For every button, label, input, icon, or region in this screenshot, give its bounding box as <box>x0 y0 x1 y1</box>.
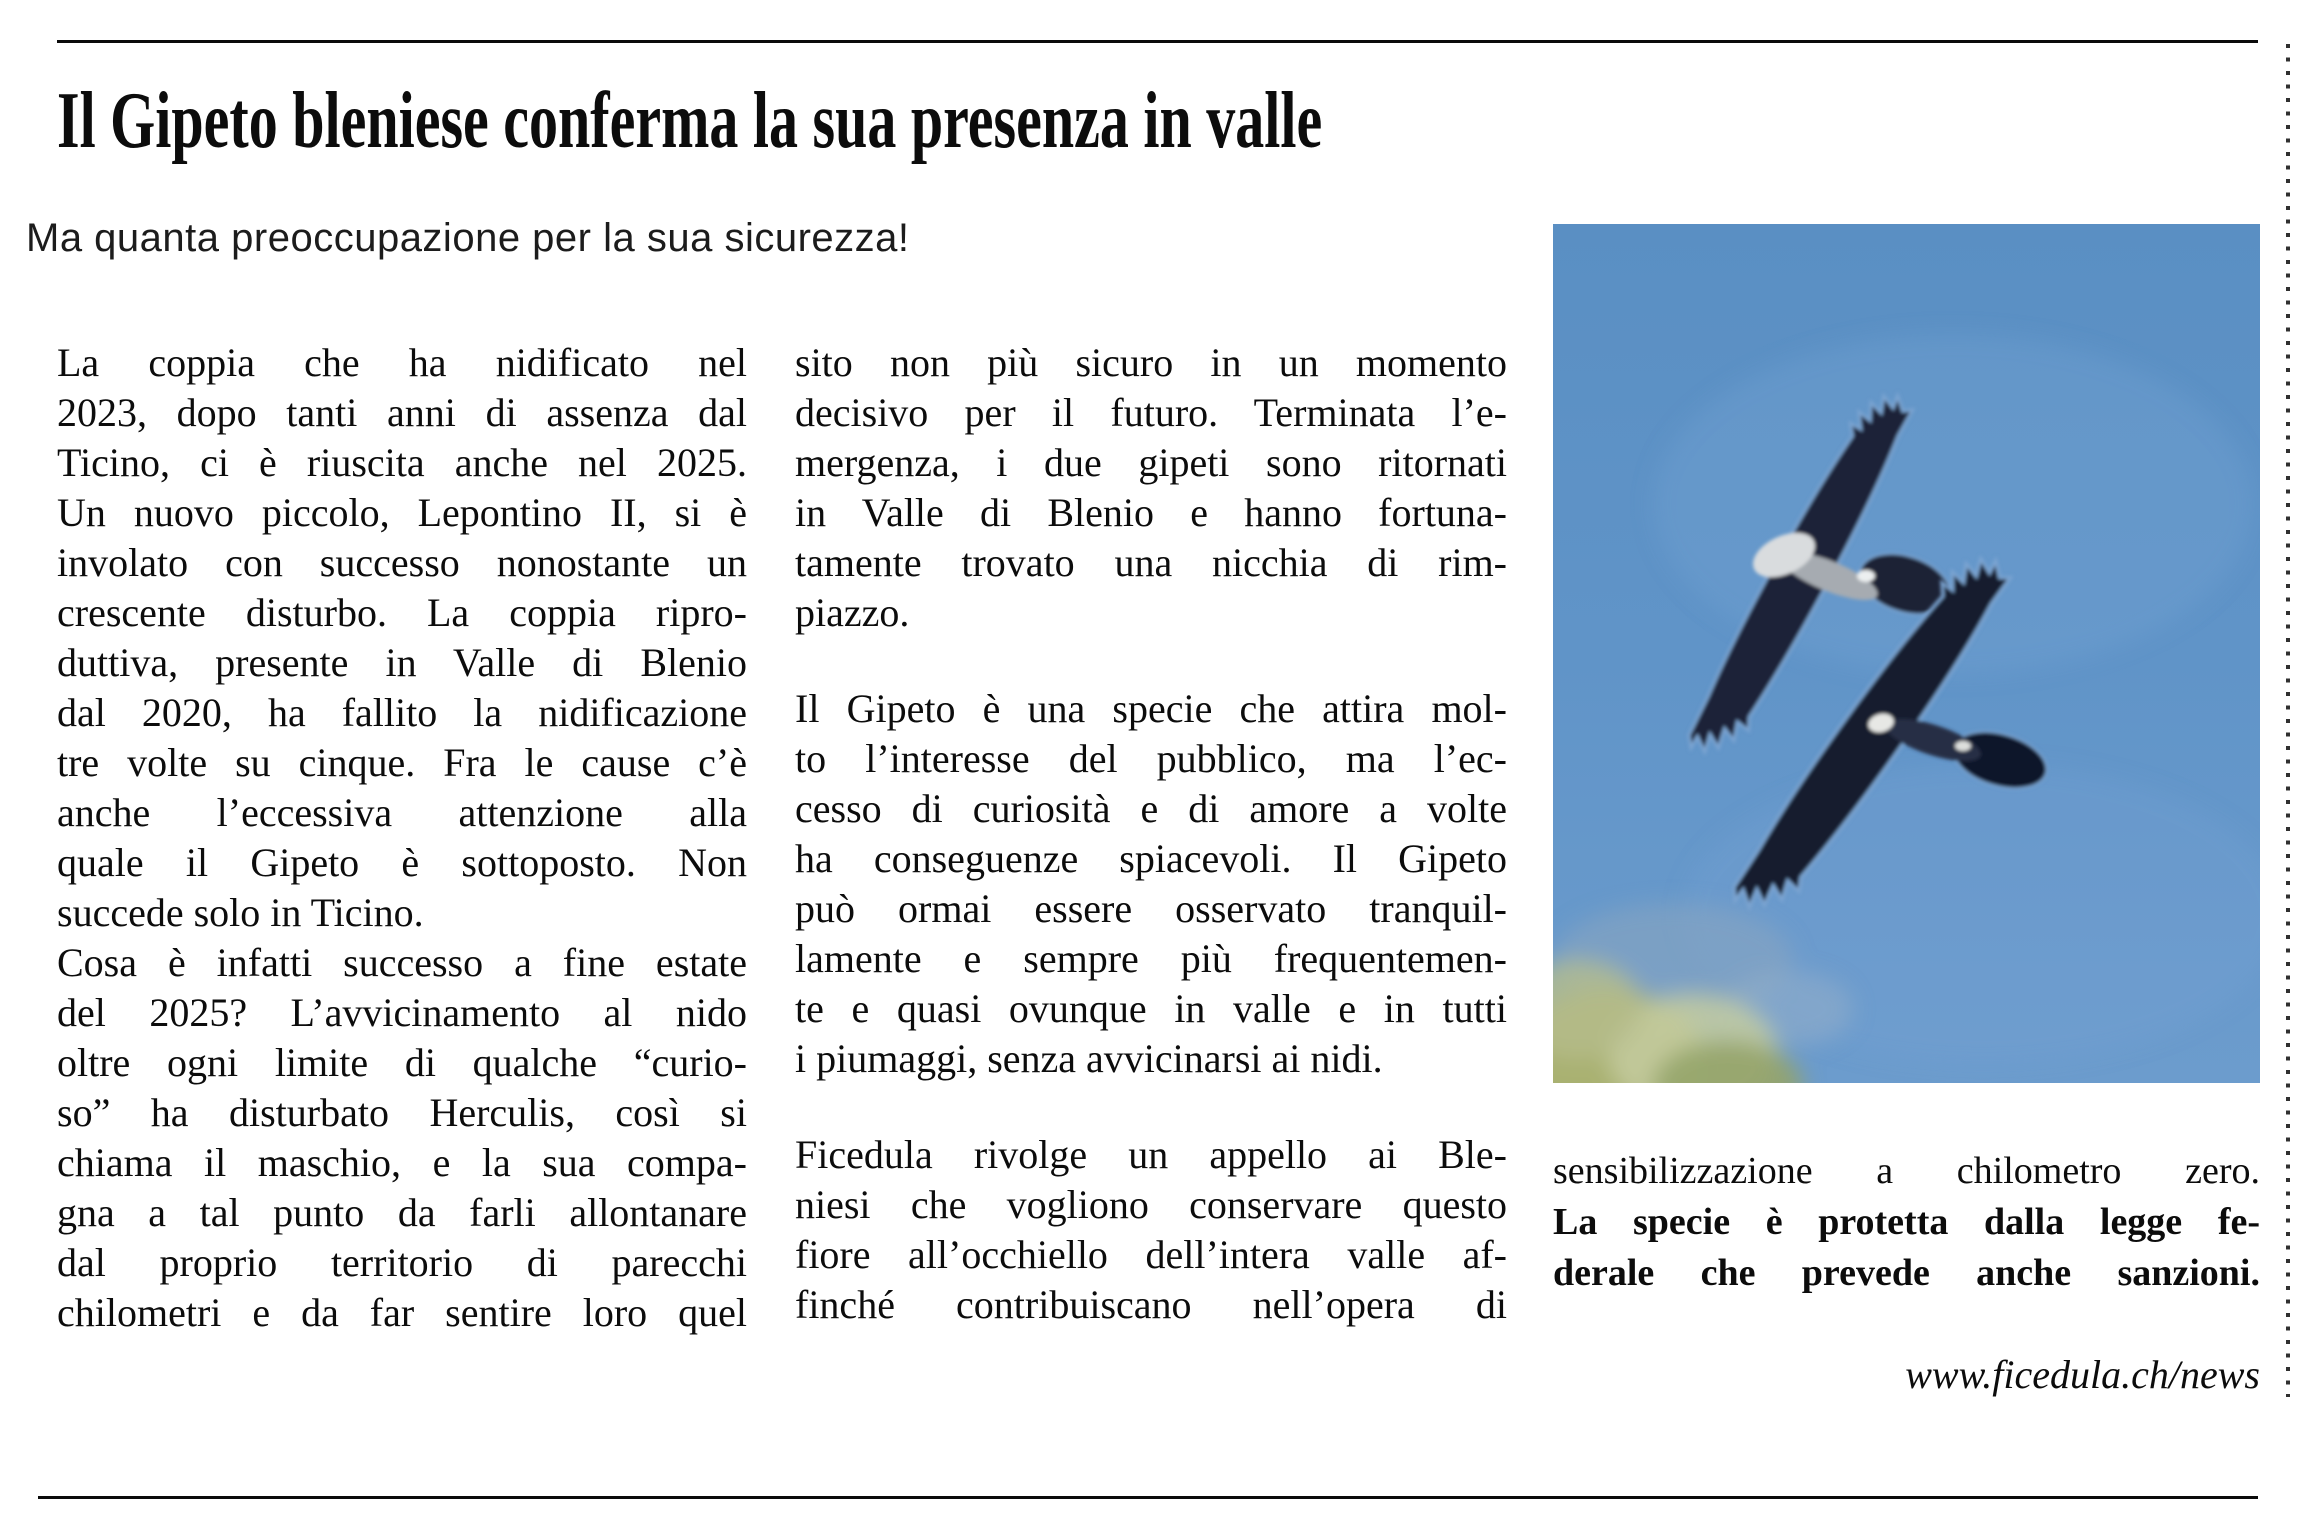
paragraph <box>795 1130 1507 1330</box>
photo-caption-text <box>1553 1146 2260 1299</box>
text-line: gna a tal punto da farli allontanare <box>57 1190 747 1235</box>
paragraph <box>795 338 1507 638</box>
text-line: chilometri e da far sentire loro quel <box>57 1290 747 1335</box>
text-line: Ticino, ci è riuscita anche nel 2025. <box>57 440 747 485</box>
text-line: lamente e sempre più frequentemen- <box>795 936 1507 981</box>
text-line: i piumaggi, senza avvicinarsi ai nidi. <box>795 1036 1383 1081</box>
text-line: sito non più sicuro in un momento <box>795 340 1507 385</box>
text-line: finché contribuiscano nell’opera di <box>795 1282 1507 1327</box>
text-line: tamente trovato una nicchia di rim- <box>795 540 1507 585</box>
text-line: to l’interesse del pubblico, ma l’ec- <box>795 736 1507 781</box>
text-line: te e quasi ovunque in valle e in tutti <box>795 986 1507 1031</box>
bottom-divider <box>38 1496 2258 1499</box>
paragraph <box>1553 1146 2260 1299</box>
text-line: mergenza, i due gipeti sono ritornati <box>795 440 1507 485</box>
text-line: tre volte su cinque. Fra le cause c’è <box>57 740 747 785</box>
text-line: chiama il maschio, e la sua compa- <box>57 1140 747 1185</box>
text-line: fiore all’occhiello dell’intera valle af- <box>795 1232 1507 1277</box>
photo-illustration <box>1553 224 2260 1083</box>
top-divider <box>57 40 2258 43</box>
text-line: anche l’eccessiva attenzione alla <box>57 790 747 835</box>
website-link: www.ficedula.ch/news <box>1905 1352 2260 1397</box>
text-line: dal proprio territorio di parecchi <box>57 1240 747 1285</box>
text-line: derale che prevede anche sanzioni. <box>1553 1252 2260 1294</box>
paragraph <box>795 684 1507 1084</box>
article-column-2 <box>795 338 1507 1330</box>
text-line: involato con successo nonostante un <box>57 540 747 585</box>
text-line: 2023, dopo tanti anni di assenza dal <box>57 390 747 435</box>
article-column-1 <box>57 338 747 1338</box>
text-line: Il Gipeto è una specie che attira mol- <box>795 686 1507 731</box>
text-line: niesi che vogliono conservare questo <box>795 1182 1507 1227</box>
text-line: La coppia che ha nidificato nel <box>57 340 747 385</box>
text-line: duttiva, presente in Valle di Blenio <box>57 640 747 685</box>
text-line: può ormai essere osservato tranquil- <box>795 886 1507 931</box>
text-line: del 2025? L’avvicinamento al nido <box>57 990 747 1035</box>
text-line: ha conseguenze spiacevoli. Il Gipeto <box>795 836 1507 881</box>
text-line: Un nuovo piccolo, Lepontino II, si è <box>57 490 747 535</box>
article-subtitle: Ma quanta preoccupazione per la sua sicurezza! <box>26 216 910 260</box>
text-line: oltre ogni limite di qualche “curio- <box>57 1040 747 1085</box>
bearded-vultures-photo <box>1553 224 2260 1083</box>
dotted-edge-line <box>2286 44 2290 1397</box>
text-line: Cosa è infatti successo a fine estate <box>57 940 747 985</box>
text-line: piazzo. <box>795 590 910 635</box>
text-line: La specie è protetta dalla legge fe- <box>1553 1201 2260 1243</box>
text-line: Ficedula rivolge un appello ai Ble- <box>795 1132 1507 1177</box>
text-line: crescente disturbo. La coppia ripro- <box>57 590 747 635</box>
text-line: quale il Gipeto è sottoposto. Non <box>57 840 747 885</box>
article-headline: Il Gipeto bleniese conferma la sua presenza in valle <box>57 75 1323 166</box>
text-line: cesso di curiosità e di amore a volte <box>795 786 1507 831</box>
text-line: sensibilizzazione a chilometro zero. <box>1553 1150 2260 1192</box>
text-line: dal 2020, ha fallito la nidificazione <box>57 690 747 735</box>
text-line: succede solo in Ticino. <box>57 890 424 935</box>
paragraph <box>57 338 747 938</box>
paragraph <box>57 938 747 1338</box>
text-line: decisivo per il futuro. Terminata l’e- <box>795 390 1507 435</box>
text-line: in Valle di Blenio e hanno fortuna- <box>795 490 1507 535</box>
text-line: so” ha disturbato Herculis, così si <box>57 1090 747 1135</box>
